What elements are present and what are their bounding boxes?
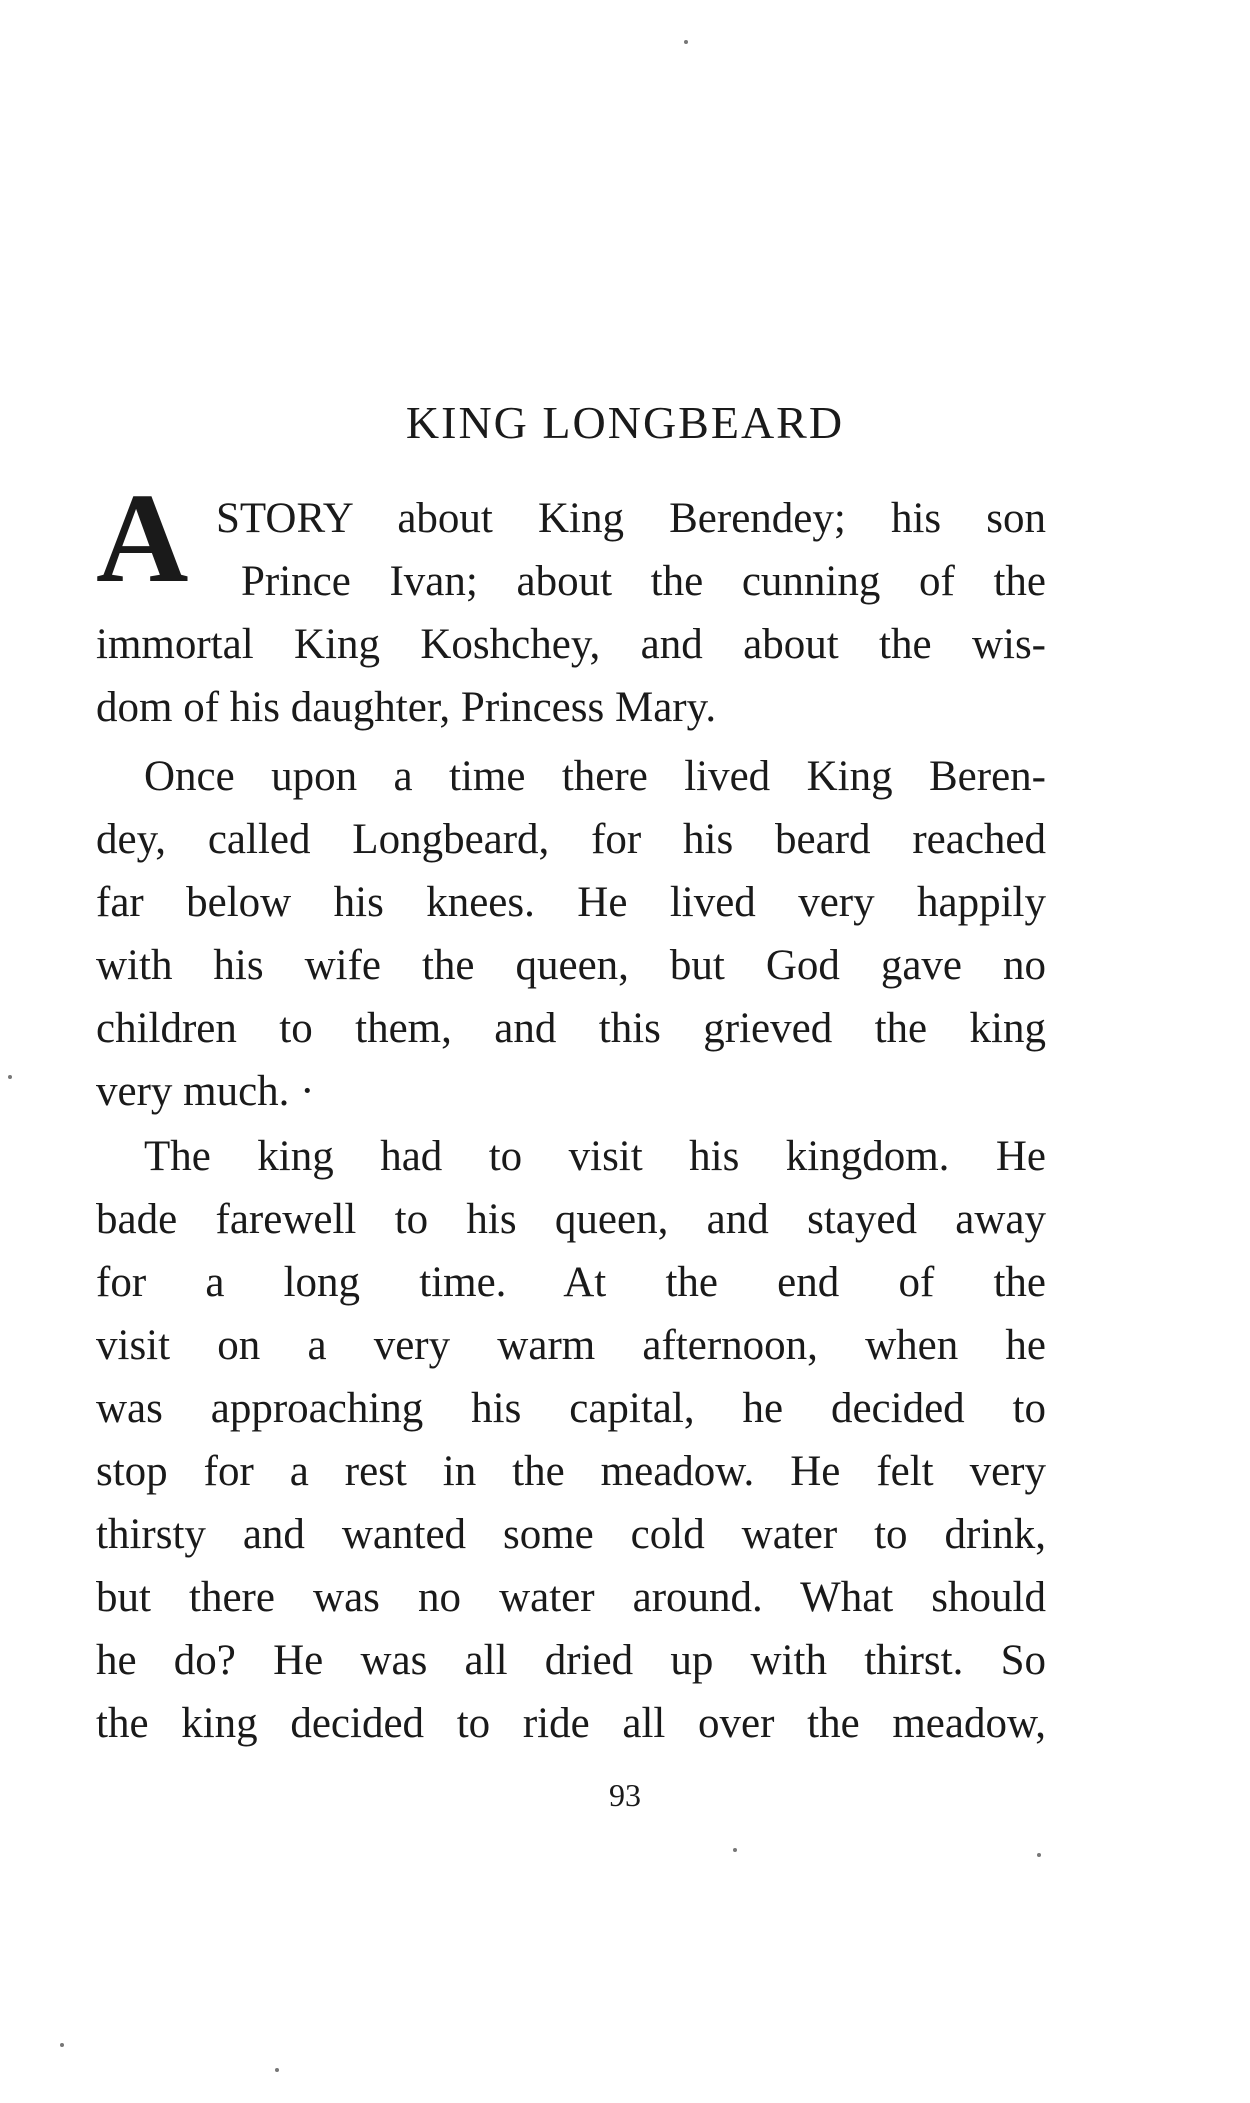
text-line: immortal King Koshchey, and about the wis- (96, 621, 1046, 668)
text-line: Prince Ivan; about the cunning of the (241, 558, 1046, 605)
text-line: Once upon a time there lived King Beren- (144, 753, 1046, 800)
scan-speck (60, 2043, 64, 2047)
text-line: the king decided to ride all over the meadow, (96, 1700, 1046, 1747)
text-line: very much. · (96, 1068, 315, 1115)
page-number: 93 (609, 1777, 641, 1813)
text-line: bade farewell to his queen, and stayed away (96, 1196, 1046, 1243)
scan-speck (8, 1075, 12, 1079)
text-line: was approaching his capital, he decided to (96, 1385, 1046, 1432)
text-line: dey, called Longbeard, for his beard reached (96, 816, 1046, 863)
paragraph-king-visit (96, 1125, 1046, 1755)
drop-cap-letter: A (96, 467, 189, 609)
scan-speck (275, 2068, 279, 2072)
paragraph-once-upon (96, 745, 1046, 1123)
text-line: The king had to visit his kingdom. He (144, 1133, 1046, 1180)
text-line: he do? He was all dried up with thirst. So (96, 1637, 1046, 1684)
paragraph-intro (96, 487, 1046, 739)
text-line: STORY about King Berendey; his son (216, 495, 1046, 542)
text-line: but there was no water around. What should (96, 1574, 1046, 1621)
chapter-title: KING LONGBEARD (405, 397, 845, 448)
text-line: stop for a rest in the meadow. He felt very (96, 1448, 1046, 1495)
scan-speck (684, 40, 688, 44)
text-line: children to them, and this grieved the king (96, 1005, 1046, 1052)
text-line: thirsty and wanted some cold water to drink, (96, 1511, 1046, 1558)
text-line: dom of his daughter, Princess Mary. (96, 684, 717, 731)
text-line: for a long time. At the end of the (96, 1259, 1046, 1306)
scan-speck (733, 1848, 737, 1852)
scan-speck (1037, 1853, 1041, 1857)
text-line: visit on a very warm afternoon, when he (96, 1322, 1046, 1369)
text-line: far below his knees. He lived very happily (96, 879, 1046, 926)
text-line: with his wife the queen, but God gave no (96, 942, 1046, 989)
